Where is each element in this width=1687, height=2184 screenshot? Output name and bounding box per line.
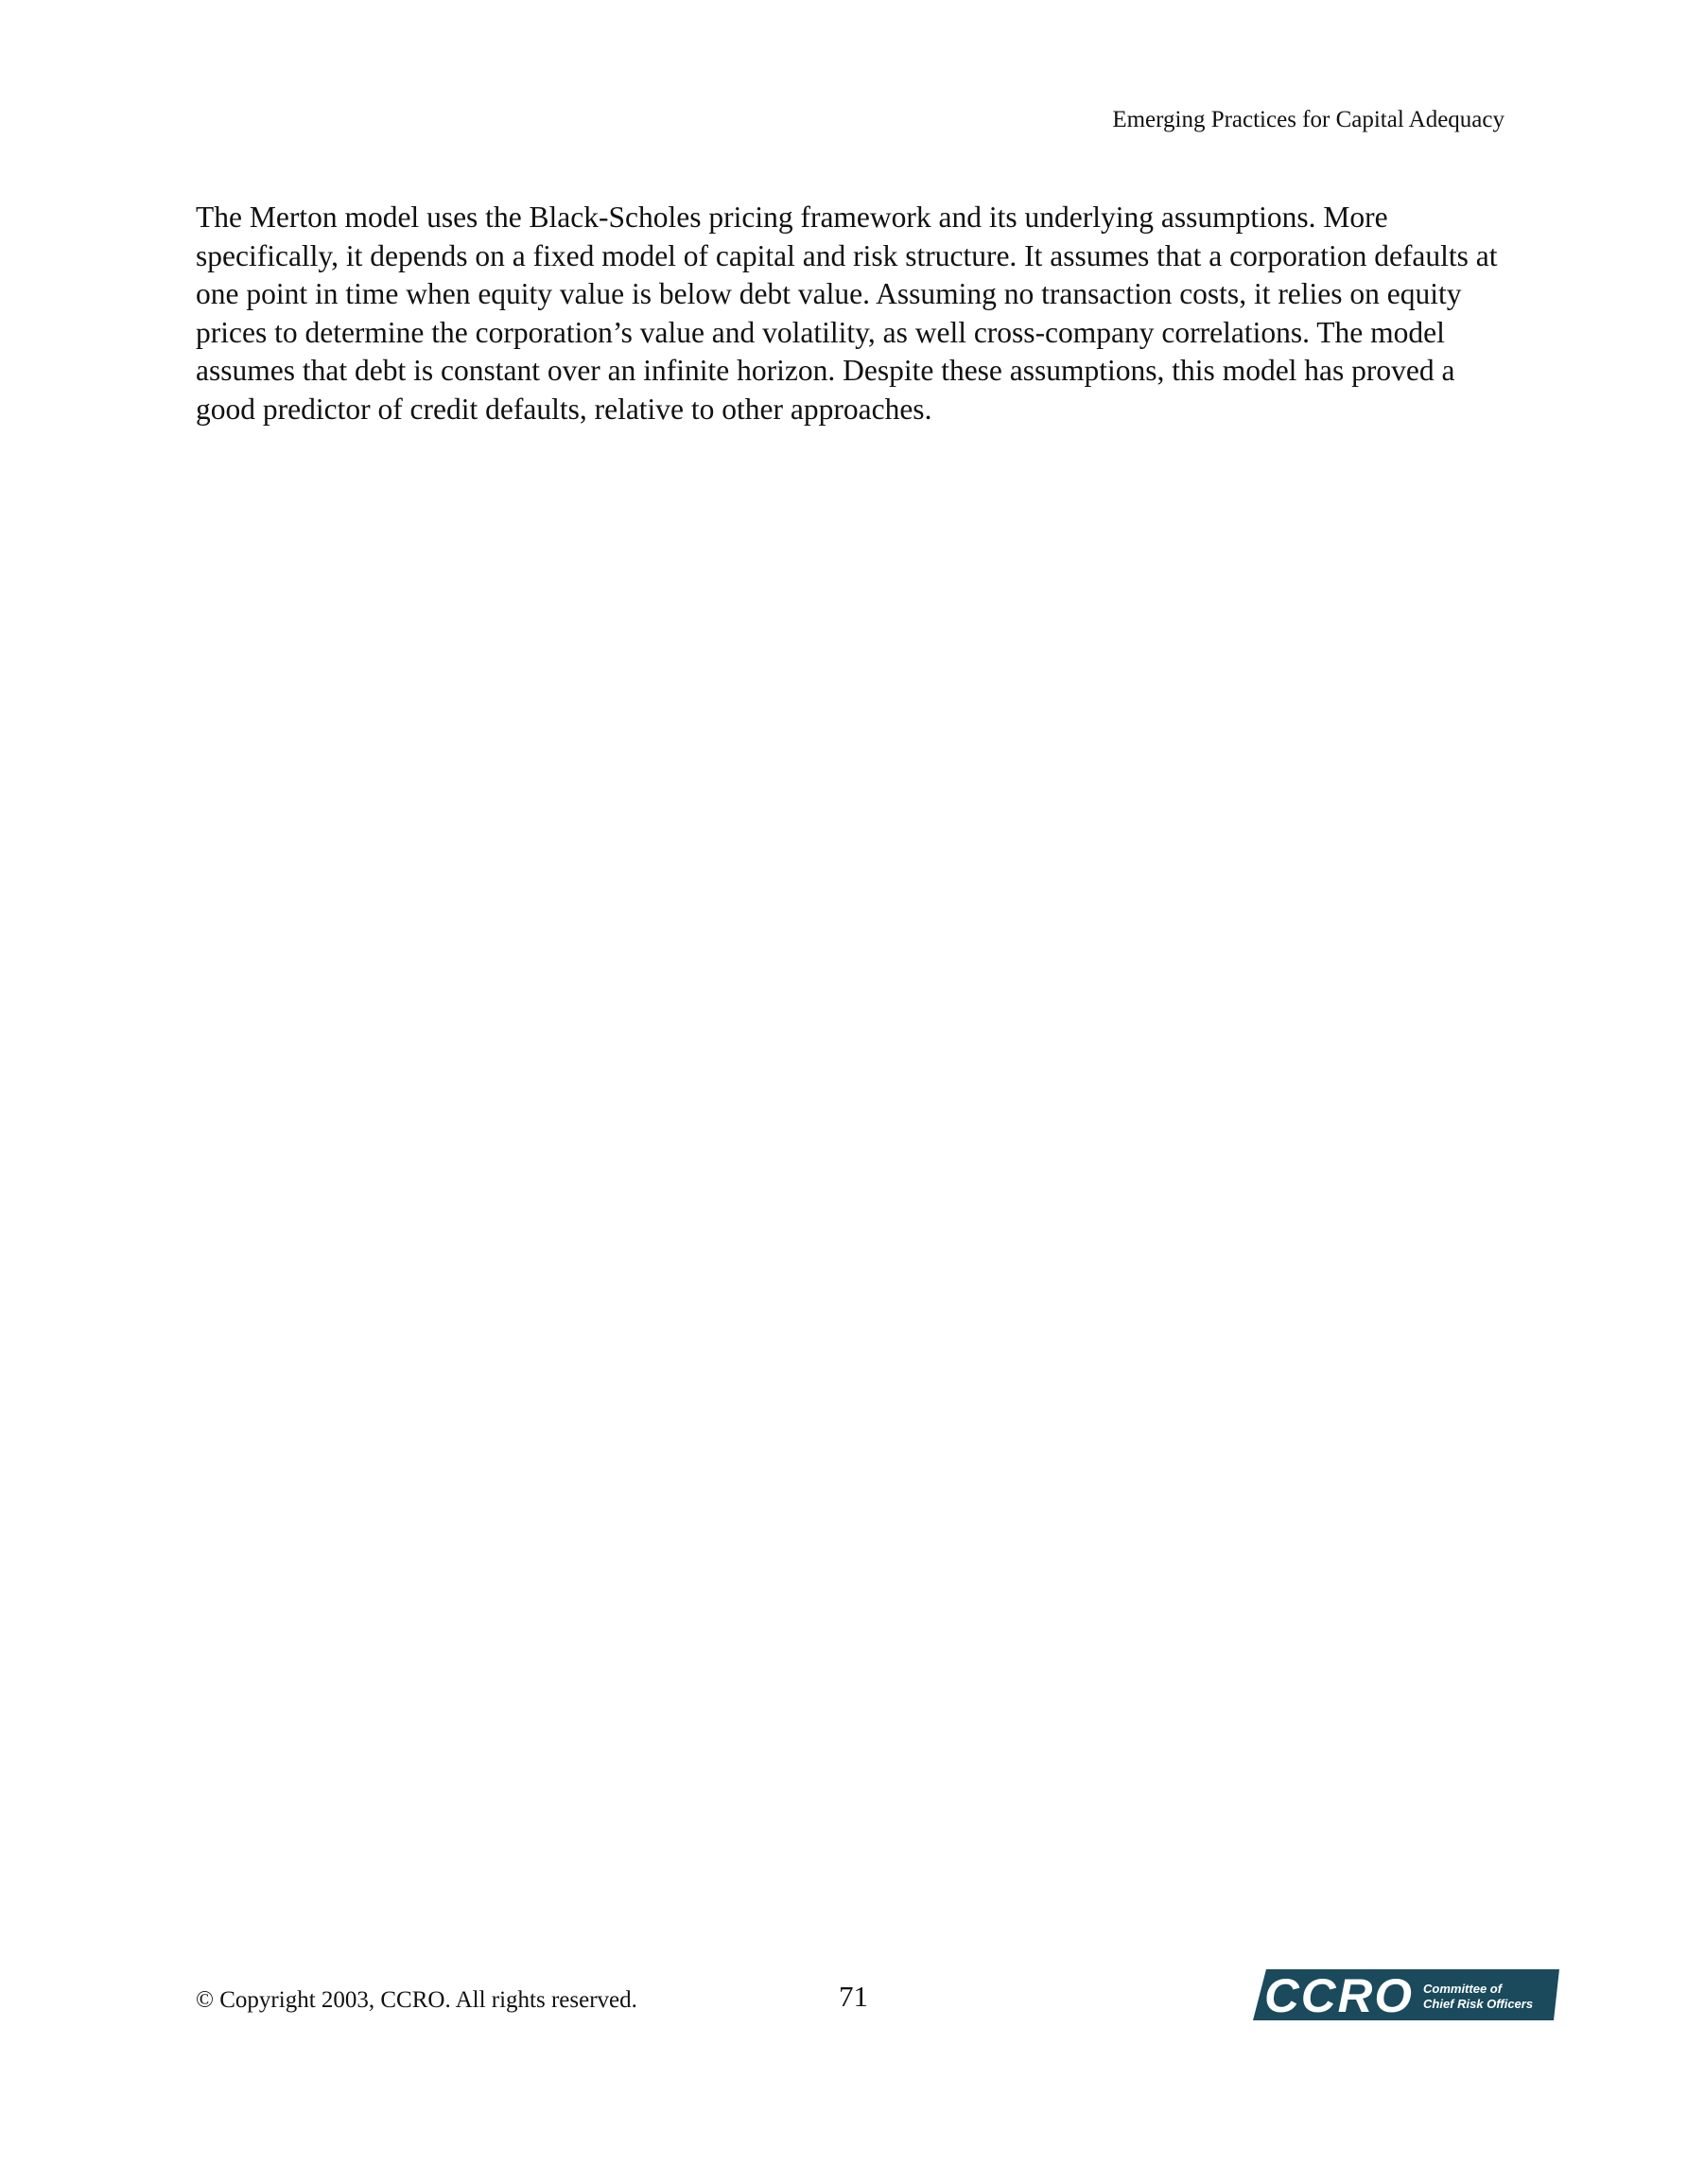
running-header: Emerging Practices for Capital Adequacy (1112, 107, 1504, 132)
logo-tagline-line2: Chief Risk Officers (1423, 1997, 1534, 2011)
logo-wordmark: CCRO (1264, 1969, 1414, 2020)
page-number: 71 (839, 1980, 868, 2013)
ccro-logo (1253, 1969, 1563, 2020)
logo-tagline-line1: Committee of (1423, 1982, 1503, 1996)
body-paragraph: The Merton model uses the Black-Scholes pricing framework and its underlying assumptions. More specifically, it depends on a fixed model of capital and risk structure. It assumes that a corporation defaults at one point in time when equity value is below debt value. Assuming no transaction costs, it relies on equity prices to determine the corporation’s value and volatility, as well cross-company correlations. The model assumes that debt is constant over an infinite horizon. Despite these assumptions, this model has proved a good predictor of credit defaults, relative to other approaches. (196, 201, 1498, 426)
footer-copyright: © Copyright 2003, CCRO. All rights reserved. (196, 1987, 637, 2013)
